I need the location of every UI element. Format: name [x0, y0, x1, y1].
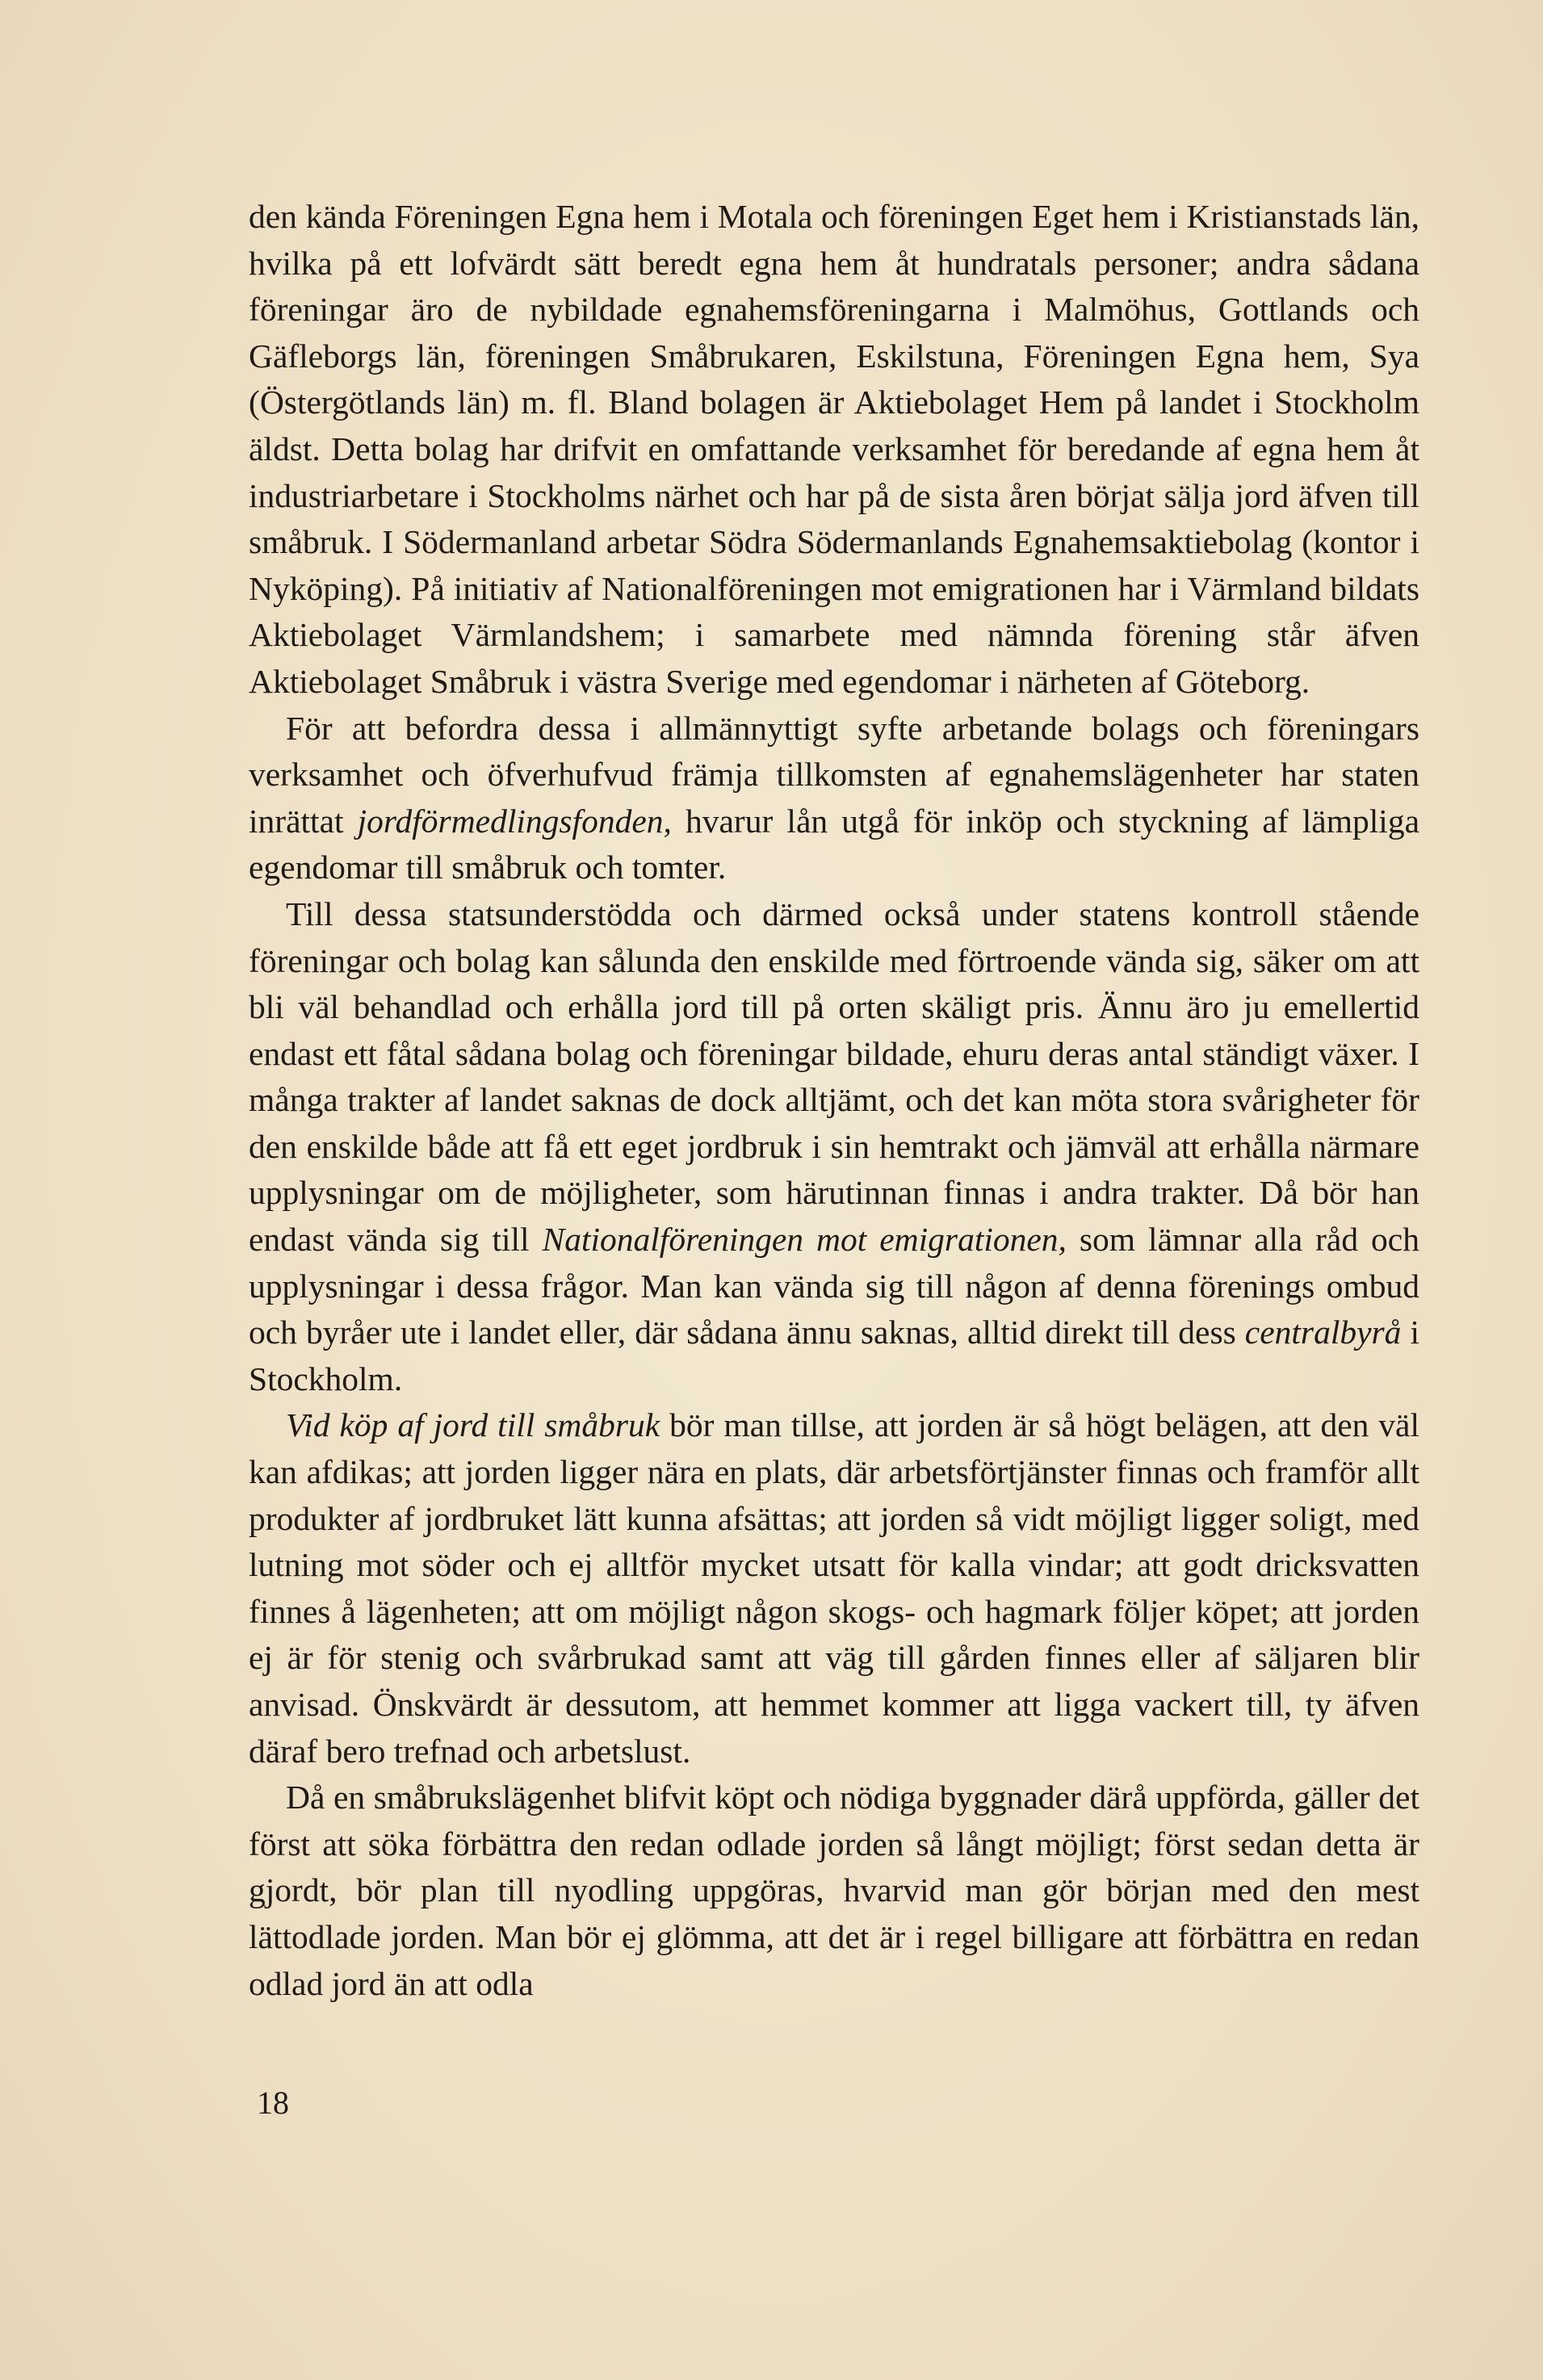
text-run: Till dessa statsunderstödda och därmed också under statens kontroll stående föreningar och bolag kan sålunda den enskilde med förtroende vända sig, säker om att bli väl behandlad och erhålla jord till på orten skäligt pris. Ännu äro ju emellertid endast ett fåtal sådana bolag och föreningar bildade, ehuru deras antal ständigt växer. I många trakter af landet saknas de dock alltjämt, och det kan möta stora svårigheter för den enskilde både att få ett eget jordbruk i sin hemtrakt och jämväl att erhålla närmare upplysningar om de möjligheter, som härutinnan finnas i andra trakter. Då bör han endast vända sig till [249, 895, 1419, 1259]
italic-text-run: Nationalföreningen mot emigrationen, [542, 1221, 1067, 1259]
text-run: bör man tillse, att jorden är så högt belägen, att den väl kan afdikas; att jorden ligger nära en plats, där arbetsförtjänster finnas och framför allt produkter af jordbruket lätt kunna afsättas; att jorden så vidt möjligt ligger soligt, med lutning mot söder och ej alltför mycket utsatt för kalla vindar; att godt dricksvatten finnes å lägenheten; att om möjligt någon skogs- och hagmark följer köpet; att jorden ej är för stenig och svårbrukad samt att väg till gården finnes eller af säljaren blir anvisad. Önskvärdt är dessutom, att hemmet kommer att ligga vackert till, ty äfven däraf bero trefnad och arbetslust. [249, 1406, 1420, 1770]
text-run: För att befordra dessa i allmännyttigt syfte arbetande bolags och föreningars verksamhet och öfverhufvud främja tillkomsten af egnahemslägenheter har staten inrättat [249, 709, 1419, 840]
paragraph-2 [249, 706, 1419, 891]
text-run: i Stockholm. [249, 1314, 1419, 1397]
text-run: som lämnar alla råd och upplysningar i dessa frågor. Man kan vända sig till någon af denna förenings ombud och byråer ute i landet eller, där sådana ännu saknas, alltid direkt till dess [249, 1221, 1419, 1351]
page-number: 18 [257, 2085, 289, 2121]
text-run: den kända Föreningen Egna hem i Motala och föreningen Eget hem i Kristianstads län, hvilka på ett lofvärdt sätt beredt egna hem åt hundratals personer; andra sådana föreningar äro de nybildade egnahemsföreningarna i Malmöhus, Gottlands och Gäfleborgs län, föreningen Småbrukaren, Eskilstuna, Föreningen Egna hem, Sya (Östergötlands län) m. fl. Bland bolagen är Aktiebolaget Hem på landet i Stockholm äldst. Detta bolag har drifvit en omfattande verksamhet för beredande af egna hem åt industriarbetare i Stockholms närhet och har på de sista åren börjat sälja jord äfven till småbruk. I Södermanland arbetar Södra Södermanlands Egnahemsaktiebolag (kontor i Nyköping). På initiativ af Nationalföreningen mot emigrationen har i Värmland bildats Aktiebolaget Värmlandshem; i samarbete med nämnda förening står äfven Aktiebolaget Småbruk i västra Sverige med egendomar i närheten af Göteborg. [249, 198, 1419, 700]
body-text [249, 194, 1419, 2007]
text-run: Då en småbrukslägenhet blifvit köpt och nödiga byggnader därå uppförda, gäller det först att söka förbättra den redan odlade jorden så långt möjligt; först sedan detta är gjordt, bör plan till nyodling uppgöras, hvarvid man gör början med den mest lättodlade jorden. Man bör ej glömma, att det är i regel billigare att förbättra en redan odlad jord än att odla [249, 1779, 1419, 2002]
paragraph-4 [249, 1402, 1419, 1775]
paragraph-3 [249, 891, 1419, 1403]
italic-text-run: centralbyrå [1244, 1314, 1402, 1351]
text-run: hvarur lån utgå för inköp och styckning af lämpliga egendomar till småbruk och tomter. [249, 802, 1419, 886]
italic-text-run: jordförmedlingsfonden, [357, 802, 672, 840]
paragraph-1 [249, 194, 1419, 706]
italic-text-run: Vid köp af jord till småbruk [286, 1406, 660, 1444]
paragraph-5 [249, 1775, 1419, 2007]
